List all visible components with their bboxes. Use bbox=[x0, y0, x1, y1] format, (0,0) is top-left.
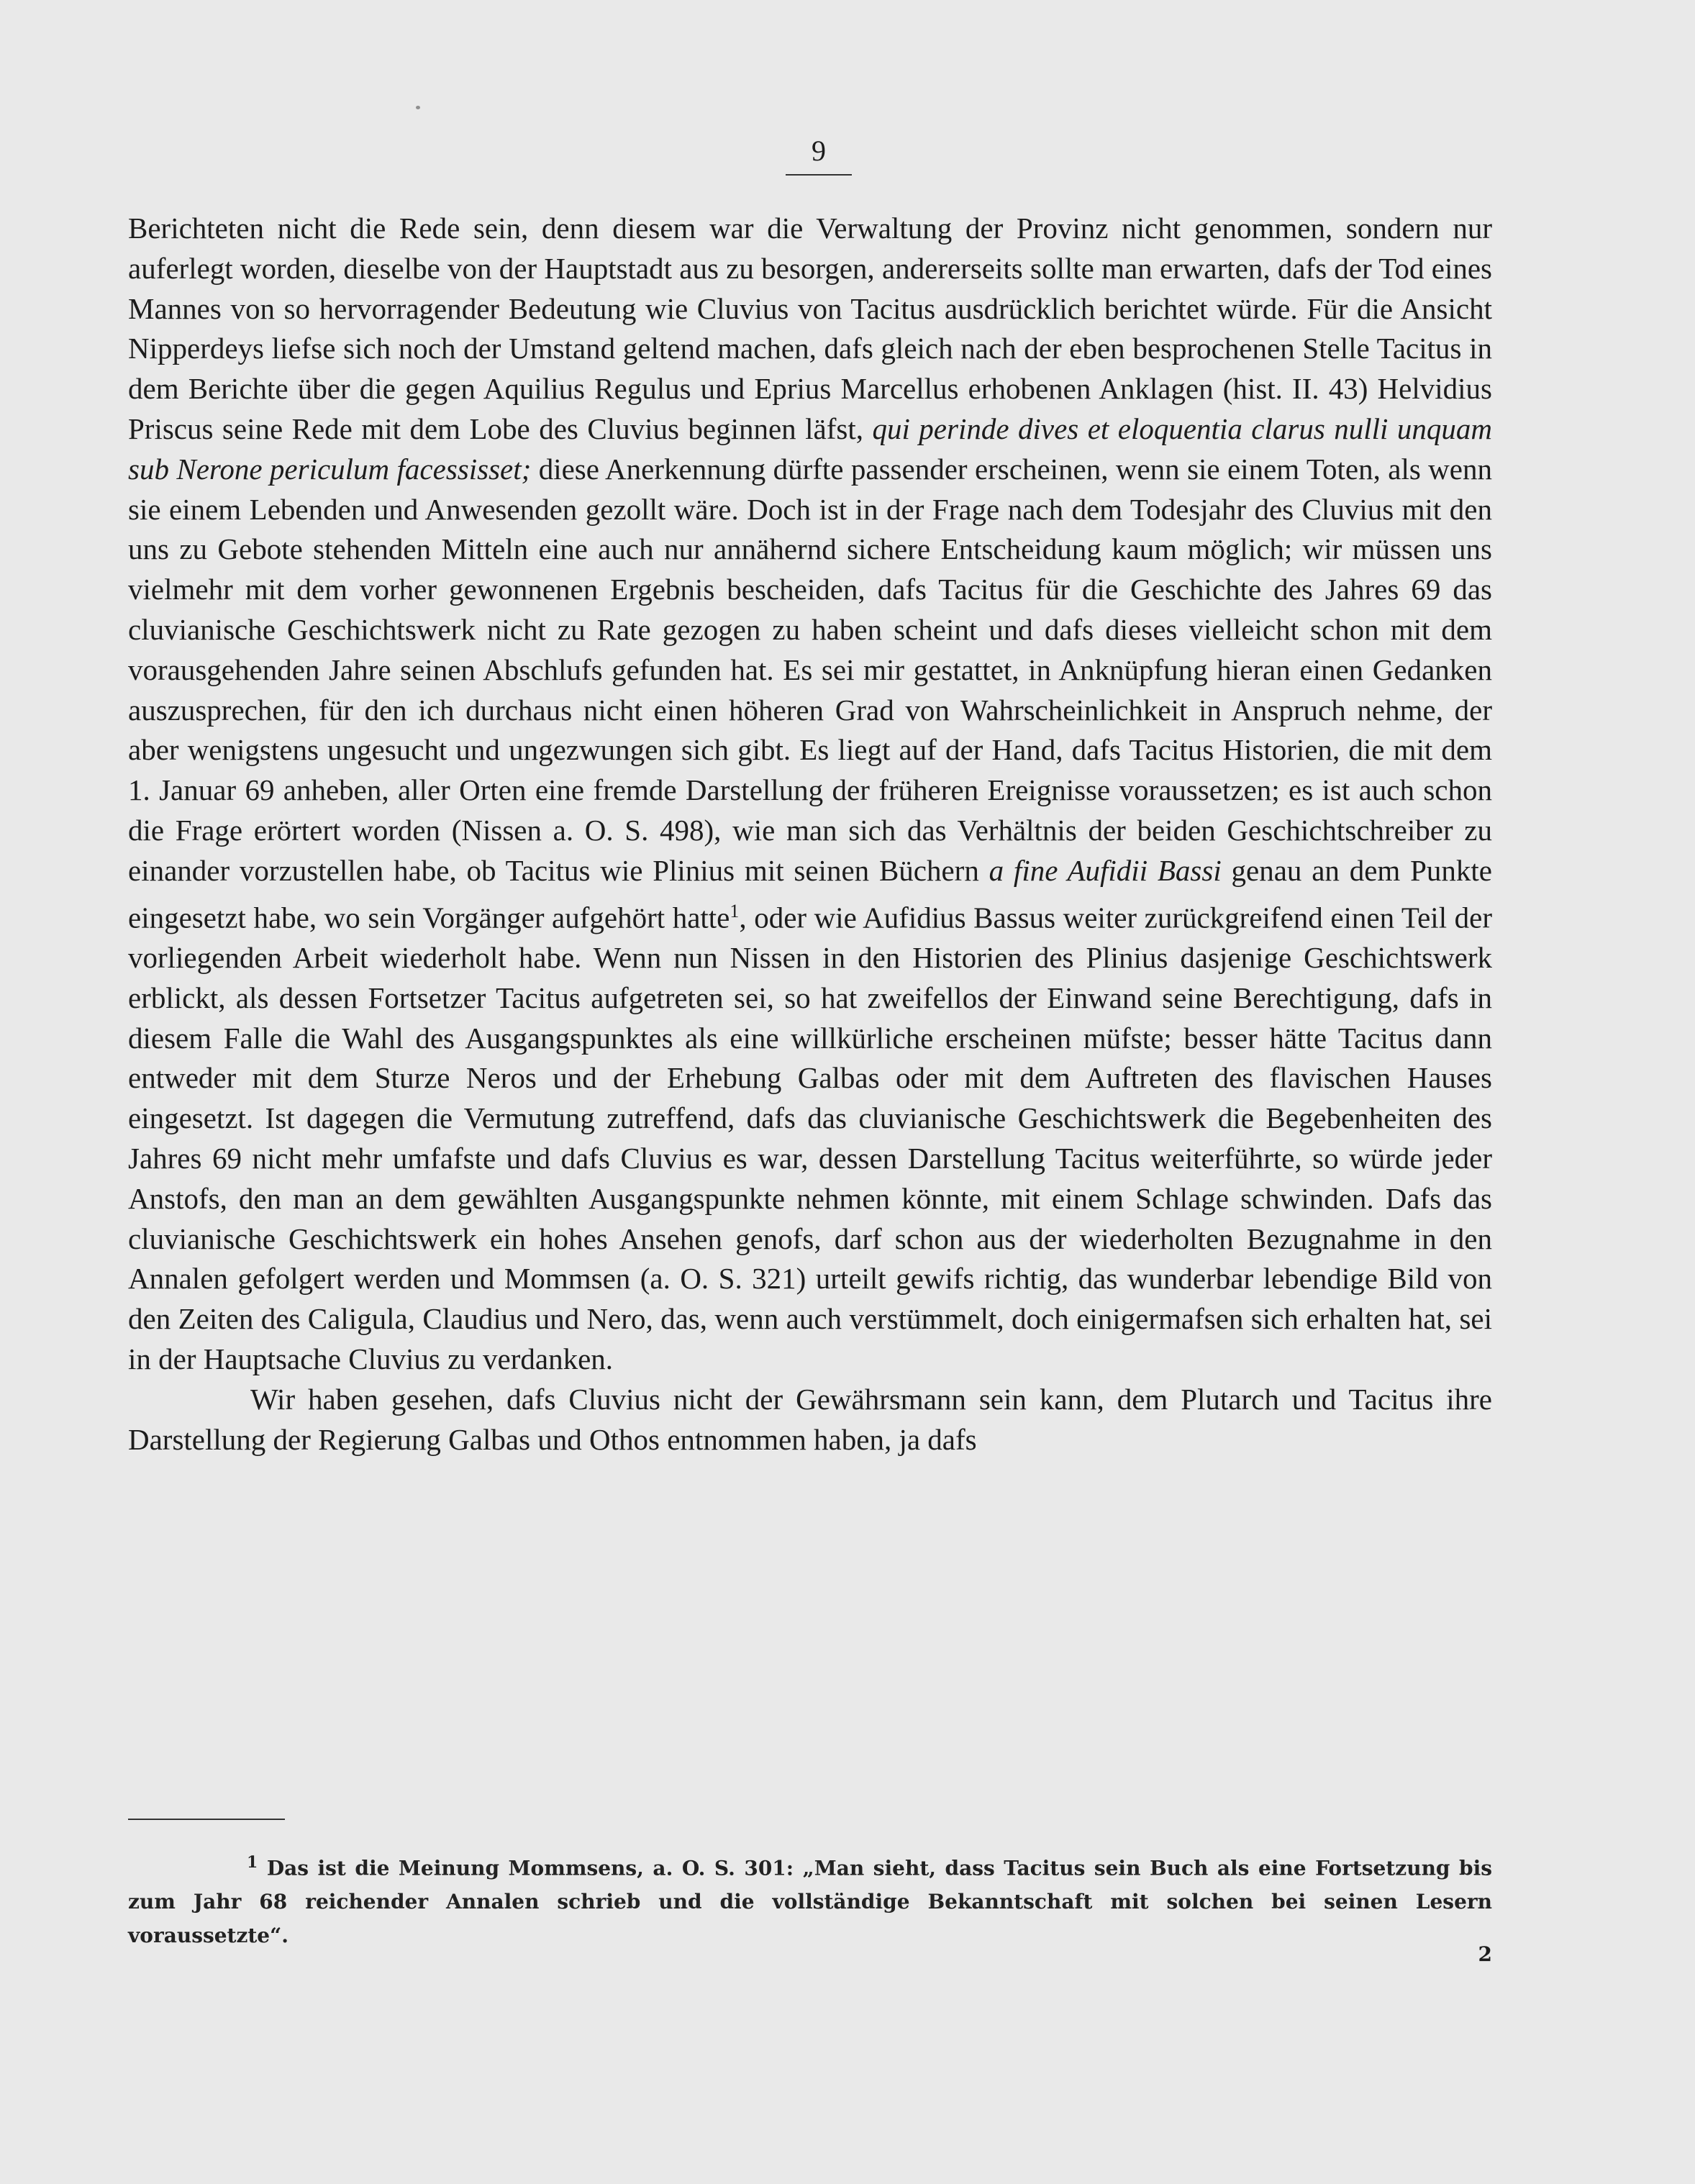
latin-book-title: a fine Aufidii Bassi bbox=[989, 853, 1222, 887]
footnote-reference: 1 bbox=[730, 900, 740, 922]
paper-speck bbox=[416, 106, 420, 109]
paragraph-1-part-c: genau an dem Punkte eingesetzt habe, wo sein Vorgänger aufgehört hatte bbox=[128, 853, 1492, 934]
paragraph-1-part-d: , oder wie Aufidius Bassus weiter zurückgreifend einen Teil der vorliegenden Arbeit wiederholt habe. Wenn nun Nissen in den Historien des Plinius dasjenige Geschichtswerk erblickt, als dessen Fortsetzer Tacitus aufgetreten sei, so hat zweifellos der Einwand seine Berechtigung, dafs in diesem Falle die Wahl des Ausgangspunktes als eine willkürliche erscheinen müfste; besser hätte Tacitus dann entweder mit dem Sturze Neros und der Erhebung Galbas oder mit dem Auftreten des flavischen Hauses eingesetzt. Ist dagegen die Vermutung zutreffend, dafs das cluvianische Geschichtswerk die Begebenheiten des Jahres 69 nicht mehr umfafste und dafs Cluvius es war, dessen Darstellung Tacitus weiterführte, so würde jeder Anstofs, den man an dem gewählten Ausgangspunkte nehmen könnte, mit einem Schlage schwinden. Dafs das cluvianische Geschichtswerk ein hohes Ansehen genofs, darf schon aus der wiederholten Bezugnahme in den Annalen gefolgert werden und Mommsen (a. O. S. 321) urteilt gewifs richtig, das wunderbar lebendige Bild von den Zeiten des Caligula, Claudius und Nero, das, wenn auch verstümmelt, doch einigermafsen sich erhalten hat, sei in der Hauptsache Cluvius zu verdanken. bbox=[128, 901, 1492, 1375]
page-number: 9 bbox=[812, 135, 826, 167]
body-text bbox=[128, 209, 1492, 1460]
latin-quotation: qui perinde dives et eloquentia clarus nulli unquam sub Nerone periculum facessisset; bbox=[128, 411, 1492, 486]
header-rule bbox=[786, 174, 852, 176]
footnote-mark: 1 bbox=[247, 1853, 258, 1872]
footnote bbox=[128, 1846, 1492, 1952]
paragraph-1-part-a: Berichteten nicht die Rede sein, denn diesem war die Verwaltung der Provinz nicht genommen, sondern nur auferlegt worden, dieselbe von der Hauptstadt aus zu besorgen, andererseits sollte man erwarten, dafs der Tod eines Mannes von so hervorragender Bedeutung wie Cluvius von Tacitus ausdrücklich berichtet würde. Für die Ansicht Nipperdeys liefse sich noch der Umstand geltend machen, dafs gleich nach der eben besprochenen Stelle Tacitus in dem Berichte über die gegen Aquilius Regulus und Eprius Marcellus erhobenen Anklagen (hist. II. 43) Helvidius Priscus seine Rede mit dem Lobe des Cluvius beginnen läfst, bbox=[128, 211, 1492, 445]
footnote-text: Das ist die Meinung Mommsens, a. O. S. 301: „Man sieht, dass Tacitus sein Buch als eine Fortsetzung bis zum Jahr 68 reichender Annalen schrieb und die vollständige Bekanntschaft mit solchen bei seinen Lesern voraussetzte“. bbox=[128, 1856, 1492, 1948]
signature-mark: 2 bbox=[1478, 1942, 1492, 1966]
paragraph-2: Wir haben gesehen, dafs Cluvius nicht der Gewährsmann sein kann, dem Plutarch und Tacitus ihre Darstellung der Regierung Galbas und Othos entnommen haben, ja dafs bbox=[128, 1382, 1492, 1456]
paragraph-1 bbox=[128, 209, 1492, 1380]
footnote-rule bbox=[128, 1819, 285, 1820]
paragraph-1-part-b: diese Anerkennung dürfte passender erscheinen, wenn sie einem Toten, als wenn sie einem Lebenden und Anwesenden gezollt wäre. Doch ist in der Frage nach dem Todesjahr des Cluvius mit den uns zu Gebote stehenden Mitteln eine auch nur annähernd sichere Entscheidung kaum möglich; wir müssen uns vielmehr mit dem vorher gewonnenen Ergebnis bescheiden, dafs Tacitus für die Geschichte des Jahres 69 das cluvianische Geschichtswerk nicht zu Rate gezogen zu haben scheint und dafs dieses vielleicht schon mit dem vorausgehenden Jahre seinen Abschlufs gefunden hat. Es sei mir gestattet, in Anknüpfung hieran einen Gedanken auszusprechen, für den ich durchaus nicht einen höheren Grad von Wahrscheinlichkeit in Anspruch nehme, der aber wenigstens ungesucht und ungezwungen sich gibt. Es liegt auf der Hand, dafs Tacitus Historien, die mit dem 1. Januar 69 anheben, aller Orten eine fremde Darstellung der früheren Ereignisse voraussetzen; es ist auch schon die Frage erörtert worden (Nissen a. O. S. 498), wie man sich das Verhältnis der beiden Geschichtschreiber zu einander vorzustellen habe, ob Tacitus wie Plinius mit seinen Büchern bbox=[128, 452, 1492, 887]
